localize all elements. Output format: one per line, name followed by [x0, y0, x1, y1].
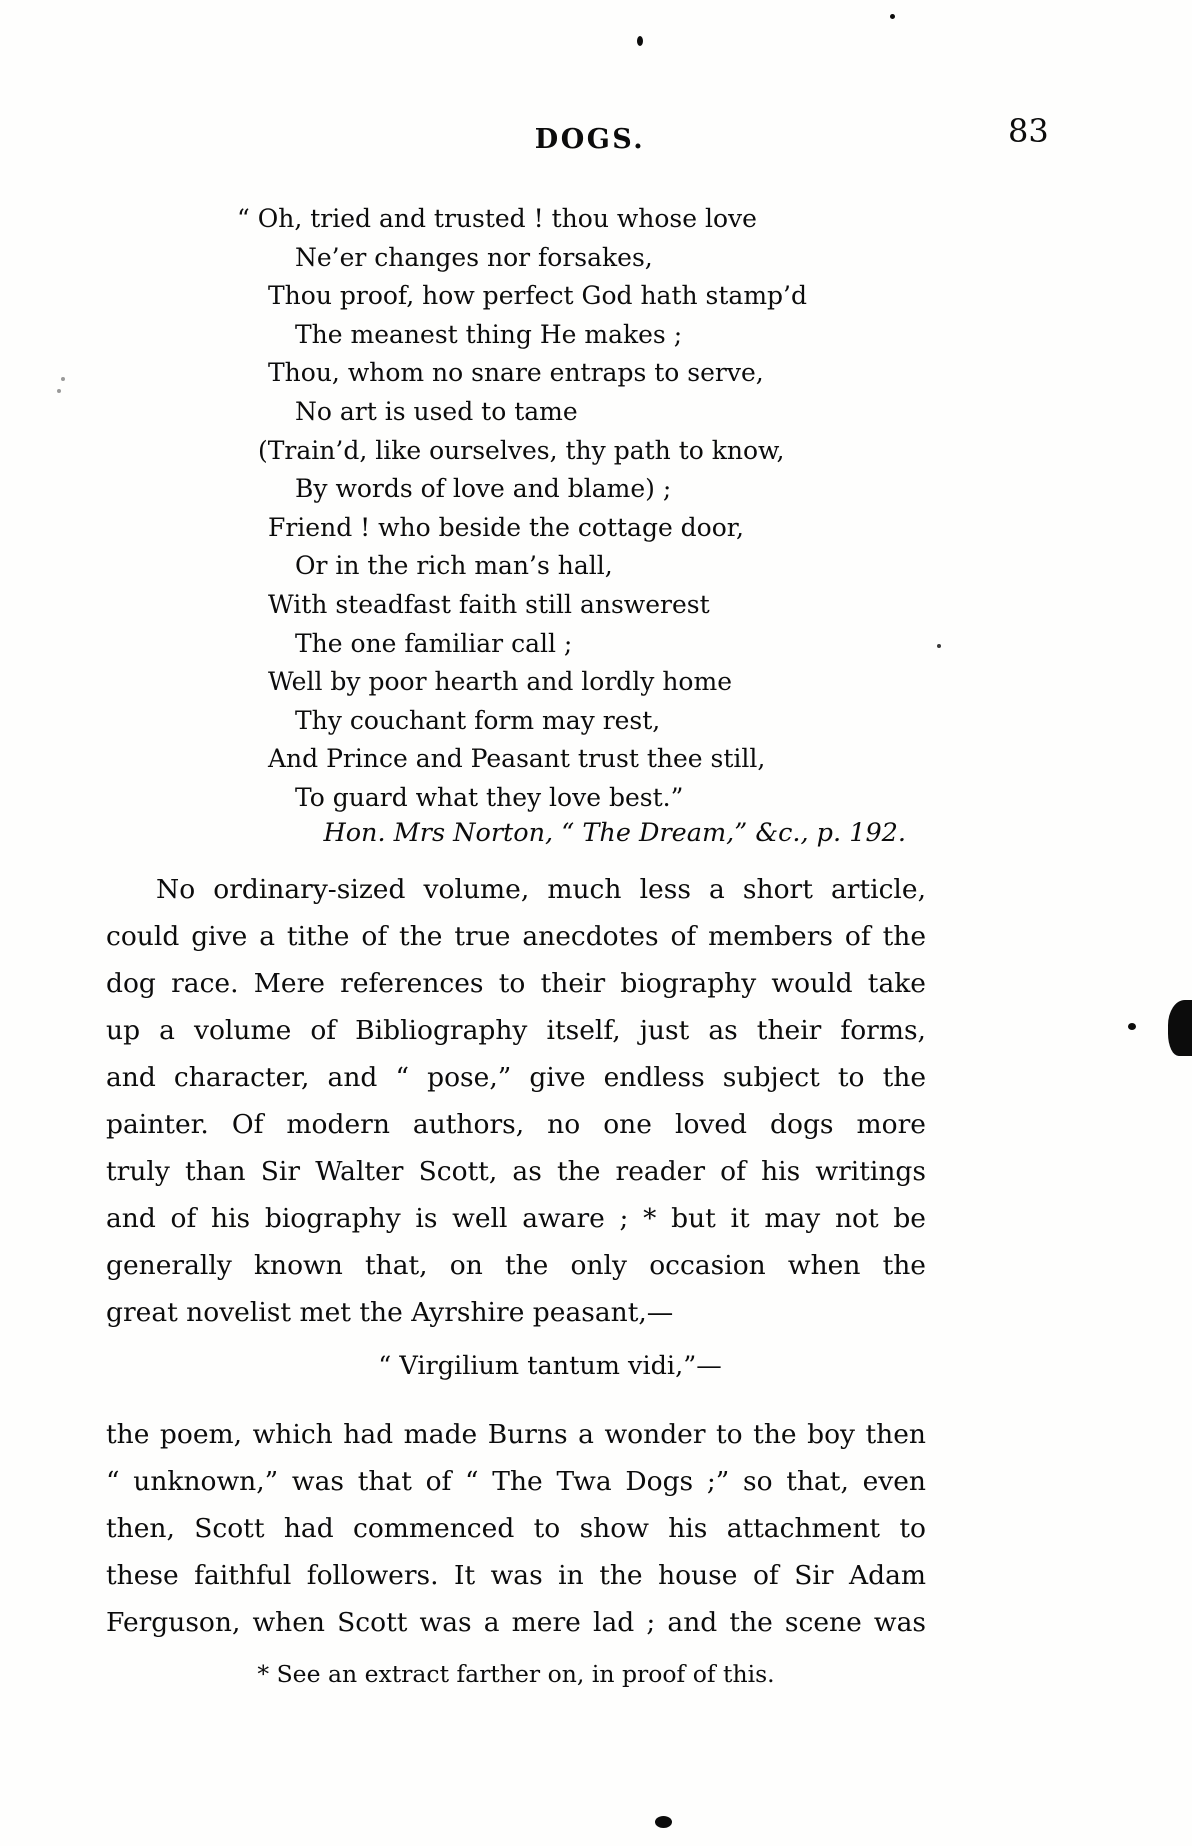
- running-head: DOGS.: [534, 124, 646, 155]
- poem-line: Thy couchant form may rest,: [295, 705, 661, 735]
- poem-line: Thou proof, how perfect God hath stamp’d: [268, 281, 807, 311]
- poem-line: Ne’er changes nor forsakes,: [295, 242, 653, 272]
- ink-speck: [61, 377, 65, 381]
- footnote: * See an extract farther on, in proof of this.: [257, 1660, 775, 1688]
- poem-line: Or in the rich man’s hall,: [295, 551, 613, 581]
- body-line: these faithful followers. It was in the house of Sir Adam: [106, 1560, 926, 1591]
- poem-line: The one familiar call ;: [295, 628, 573, 658]
- body-line: great novelist met the Ayrshire peasant,—: [106, 1297, 674, 1328]
- body-line: painter. Of modern authors, no one loved dogs more: [106, 1109, 926, 1140]
- ink-speck: [637, 36, 643, 46]
- latin-quote: “ Virgilium tantum vidi,”—: [378, 1351, 722, 1381]
- body-line: could give a tithe of the true anecdotes of members of the: [106, 921, 926, 952]
- poem-line: Well by poor hearth and lordly home: [268, 667, 732, 697]
- poem-line: “ Oh, tried and trusted ! thou whose love: [237, 204, 757, 233]
- ink-blot: [1168, 1000, 1192, 1056]
- body-line: generally known that, on the only occasion when the: [106, 1250, 926, 1281]
- poem-line: To guard what they love best.”: [295, 782, 684, 812]
- poem-attribution: Hon. Mrs Norton, “ The Dream,” &c., p. 192.: [323, 818, 906, 848]
- poem-block: [106, 200, 936, 818]
- poem-line: No art is used to tame: [295, 396, 578, 426]
- body-paragraph: [106, 866, 926, 1336]
- ink-speck: [57, 389, 61, 393]
- body-line: then, Scott had commenced to show his attachment to: [106, 1513, 926, 1544]
- ink-speck: [890, 14, 895, 19]
- ink-speck: [937, 644, 941, 648]
- poem-line: By words of love and blame) ;: [295, 474, 672, 504]
- body-line: Ferguson, when Scott was a mere lad ; and the scene was: [106, 1607, 926, 1638]
- body-line: truly than Sir Walter Scott, as the reader of his writings: [106, 1156, 926, 1187]
- poem-line: Thou, whom no snare entraps to serve,: [268, 358, 764, 388]
- poem-line: And Prince and Peasant trust thee still,: [268, 744, 766, 774]
- page-number: 83: [1008, 112, 1049, 150]
- ink-speck: [1128, 1023, 1136, 1030]
- body-line: and of his biography is well aware ; * but it may not be: [106, 1203, 926, 1234]
- body-paragraph: [106, 1411, 926, 1646]
- body-line: “ unknown,” was that of “ The Twa Dogs ;” so that, even: [106, 1466, 926, 1497]
- body-line: the poem, which had made Burns a wonder to the boy then: [106, 1419, 926, 1450]
- body-line: up a volume of Bibliography itself, just as their forms,: [106, 1015, 926, 1046]
- body-line: dog race. Mere references to their biography would take: [106, 968, 926, 999]
- poem-line: The meanest thing He makes ;: [295, 319, 683, 349]
- body-line: No ordinary-sized volume, much less a short article,: [156, 874, 926, 905]
- poem-line: With steadfast faith still answerest: [268, 589, 710, 619]
- poem-line: (Train’d, like ourselves, thy path to know,: [258, 435, 785, 465]
- body-line: and character, and “ pose,” give endless subject to the: [106, 1062, 926, 1093]
- ink-speck: [655, 1816, 672, 1828]
- poem-line: Friend ! who beside the cottage door,: [268, 512, 744, 542]
